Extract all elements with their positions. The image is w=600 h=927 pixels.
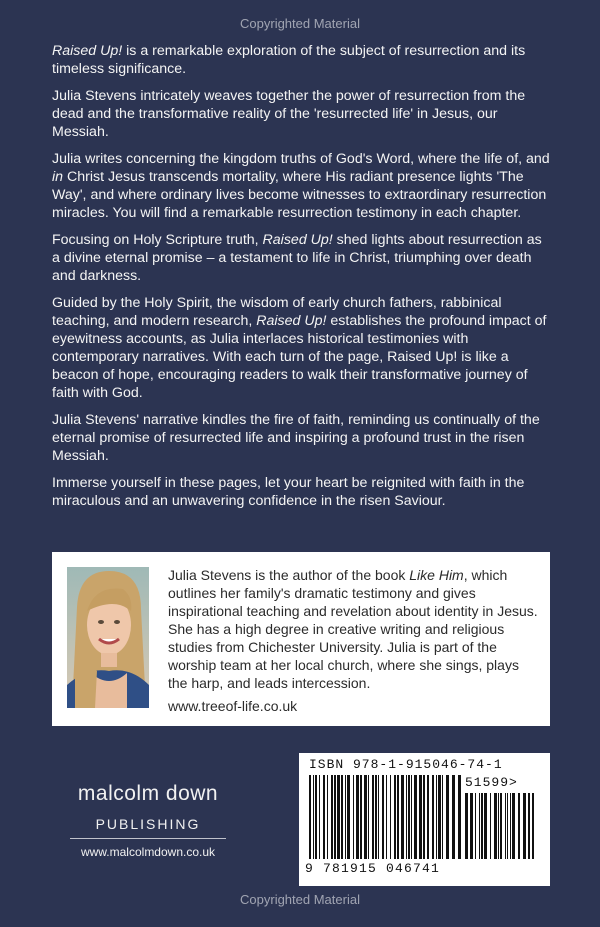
book-title: Raised Up!: [262, 232, 333, 248]
isbn-label: ISBN 978-1-915046-74-1: [309, 757, 503, 772]
book-title: Raised Up!: [256, 313, 327, 329]
author-bio-box: [52, 552, 550, 726]
blurb-paragraph-3: Julia writes concerning the kingdom truths of God's Word, where the life of, and in Christ Jesus transcends mortality, where His radiant presence lights 'The Way', and where ordinary lives become witnesses to extraordinary resurrection miracles. You will find a remarkable resurrection testimony in each chapter.: [52, 151, 550, 221]
blurb-paragraph-5: Guided by the Holy Spirit, the wisdom of early church fathers, rabbinical teaching, and modern research, Raised Up! establishes the profound impact of eyewitness accounts, as Julia interlaces historical testimonies with contemporary narratives. With each turn of the page, Raised Up! is like a beacon of hope, encouraging readers to walk their transformative journey of faith with God.: [52, 295, 547, 401]
price-addon-code: 51599>: [465, 775, 518, 790]
publisher-logo: [70, 782, 226, 859]
isbn-barcode: [299, 753, 550, 886]
blurb-paragraph-2: Julia Stevens intricately weaves together the power of resurrection from the dead and the transformative reality of the 'resurrected life' in Jesus, our Messiah.: [52, 88, 526, 140]
author-bio: Julia Stevens is the author of the book Like Him, which outlines her family's dramatic testimony and gives inspirational teaching and revelation about identity in Jesus. She has a high degree in creative writing and religious studies from Chichester University. Julia is part of the worship team at her local church, where she sings, plays the harp, and leads intercession.: [168, 567, 538, 691]
copyright-watermark-top: Copyrighted Material: [240, 16, 360, 31]
author-photo: [67, 567, 149, 708]
back-cover-blurb: [52, 42, 552, 519]
publisher-name: malcolm down: [77, 782, 219, 805]
book-title: Raised Up!: [52, 43, 123, 59]
publisher-divider: [70, 838, 226, 839]
barcode-number: 9 781915 046741: [305, 861, 441, 876]
author-website[interactable]: www.treeof-life.co.uk: [168, 698, 298, 714]
blurb-paragraph-6: Julia Stevens' narrative kindles the fire of faith, reminding us continually of the eternal promise of resurrected life and inspiring a profound trust in the risen Messiah.: [52, 412, 540, 464]
blurb-paragraph-1: Raised Up! is a remarkable exploration of the subject of resurrection and its timeless significance.: [52, 43, 526, 77]
blurb-paragraph-4: Focusing on Holy Scripture truth, Raised Up! shed lights about resurrection as a divine eternal promise – a testament to life in Christ, triumphing over death and darkness.: [52, 232, 542, 284]
copyright-watermark-bottom: Copyrighted Material: [240, 892, 360, 907]
other-book-title: Like Him: [409, 567, 464, 583]
blurb-paragraph-7: Immerse yourself in these pages, let your heart be reignited with faith in the miraculous and an unwavering confidence in the risen Saviour.: [52, 475, 525, 509]
publisher-website[interactable]: www.malcolmdown.co.uk: [80, 845, 216, 859]
publisher-subtitle: PUBLISHING: [95, 816, 201, 832]
